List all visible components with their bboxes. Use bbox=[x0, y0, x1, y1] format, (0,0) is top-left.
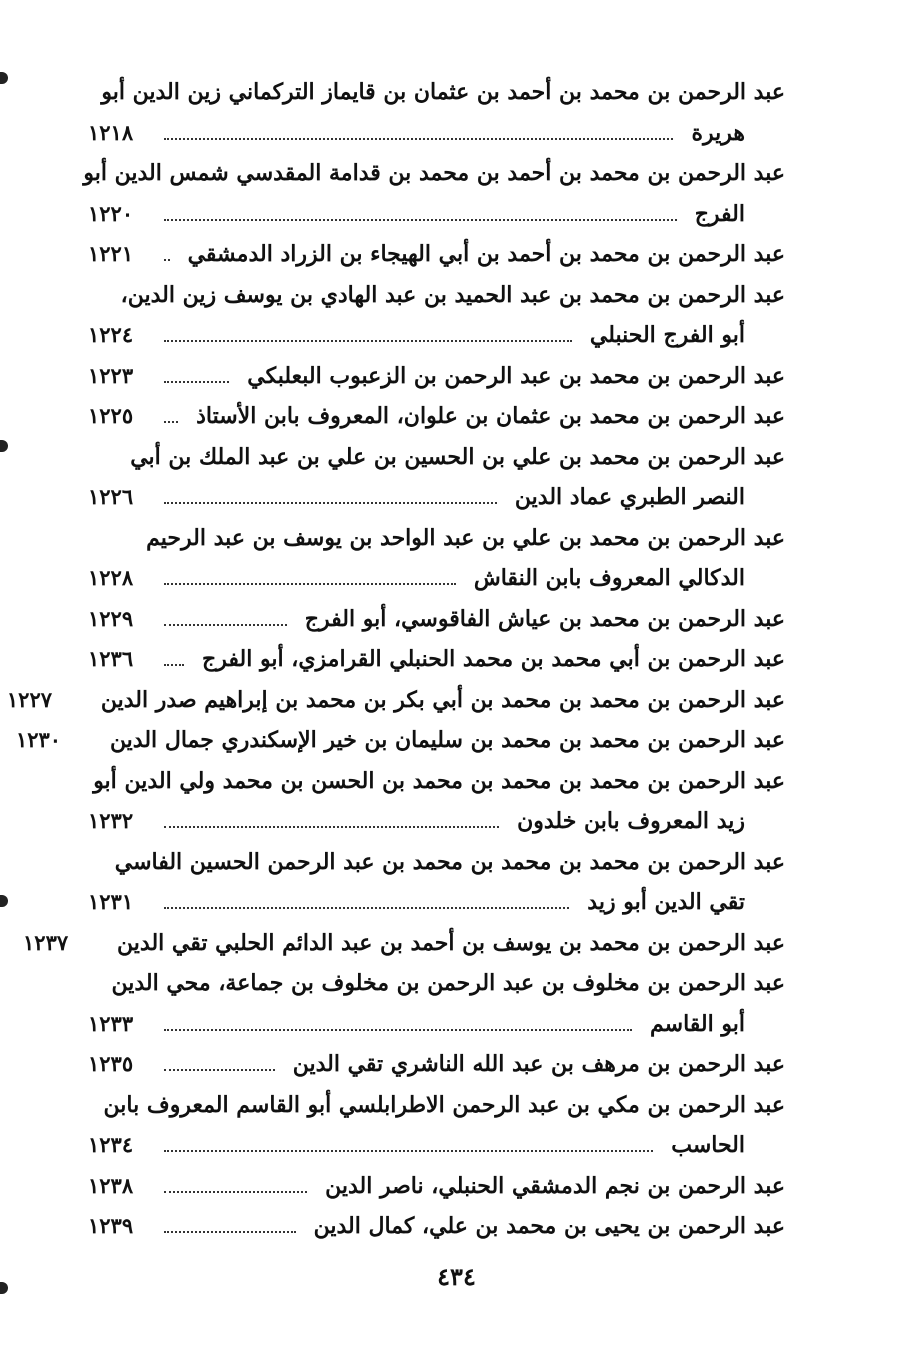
entry-line bbox=[88, 1044, 785, 1085]
entry-number: ١٢٣٨ bbox=[88, 1172, 134, 1198]
entry-name: عبد الرحمن بن نجم الدمشقي الحنبلي، ناصر الدين bbox=[325, 1172, 785, 1199]
index-entry bbox=[23, 923, 785, 964]
entry-number: ١٢٢٤ bbox=[88, 322, 134, 347]
entry-number: ١٢٣٩ bbox=[88, 1213, 134, 1238]
index-entry bbox=[88, 1206, 785, 1247]
entry-line bbox=[88, 1166, 785, 1207]
entry-number: ١٢٢٦ bbox=[88, 484, 134, 509]
entry-line bbox=[88, 963, 785, 1004]
entry-number: ١٢٢٥ bbox=[88, 403, 134, 428]
entry-line bbox=[23, 923, 785, 964]
dot-leader bbox=[164, 502, 497, 504]
edge-mark-icon bbox=[0, 440, 8, 452]
index-entry bbox=[88, 639, 785, 680]
entry-line bbox=[6, 680, 785, 721]
entry-name: عبد الرحمن بن محمد بن أحمد بن أبي الهيجاء بن الزراد الدمشقي bbox=[187, 241, 785, 267]
index-entry bbox=[15, 720, 785, 761]
dot-leader bbox=[164, 664, 184, 666]
entry-line bbox=[83, 153, 785, 194]
dot-leader bbox=[164, 1069, 275, 1071]
entry-number: ١٢٢٣ bbox=[88, 362, 134, 388]
entry-number: ١٢٣٦ bbox=[88, 646, 134, 671]
dot-leader bbox=[164, 340, 572, 342]
entry-number: ١٢٢٠ bbox=[88, 200, 134, 226]
dot-leader bbox=[164, 1191, 307, 1193]
entry-number: ١٢٣٤ bbox=[88, 1132, 134, 1157]
index-entry bbox=[88, 518, 785, 599]
entry-line bbox=[88, 1004, 785, 1045]
dot-leader bbox=[164, 138, 673, 140]
entry-name: عبد الرحمن بن محمد بن عثمان بن علوان، المعروف بابن الأستاذ bbox=[196, 403, 785, 429]
entry-name: تقي الدين أبو زيد bbox=[587, 889, 745, 915]
index-entry bbox=[6, 680, 785, 721]
entry-number: ١٢٢٧ bbox=[6, 686, 53, 712]
entry-name: الحاسب bbox=[671, 1132, 745, 1158]
entry-number: ١٢٣٧ bbox=[23, 929, 69, 955]
entry-name: عبد الرحمن بن محمد بن يوسف بن أحمد بن عبد الدائم الحلبي تقي الدين bbox=[117, 929, 785, 956]
entry-name: عبد الرحمن بن مكي بن عبد الرحمن الاطرابلسي أبو القاسم المعروف بابن bbox=[103, 1091, 785, 1118]
entry-name: عبد الرحمن بن محمد بن أحمد بن محمد بن قدامة المقدسي شمس الدين أبو bbox=[83, 160, 785, 186]
index-entry bbox=[88, 842, 785, 923]
index-entry bbox=[88, 599, 785, 640]
entry-name: زيد المعروف بابن خلدون bbox=[517, 808, 745, 834]
dot-leader bbox=[164, 1150, 653, 1152]
entry-line bbox=[88, 1206, 785, 1247]
index-entry bbox=[83, 153, 785, 234]
entry-number: ١٢٢٩ bbox=[88, 605, 134, 631]
index-entries bbox=[6, 72, 785, 1247]
entry-name: الفرج bbox=[694, 200, 745, 227]
entry-name: أبو القاسم bbox=[650, 1010, 745, 1037]
entry-line bbox=[88, 234, 785, 275]
index-entry bbox=[88, 963, 785, 1044]
entry-name: عبد الرحمن بن محمد بن عبد الحميد بن عبد الهادي بن يوسف زين الدين، bbox=[120, 281, 785, 308]
entry-line bbox=[88, 194, 785, 235]
entry-line bbox=[88, 882, 785, 923]
index-entry bbox=[88, 761, 785, 842]
entry-number: ١٢٢١ bbox=[88, 241, 134, 266]
index-entry bbox=[88, 1085, 785, 1166]
index-entry bbox=[88, 72, 785, 153]
entry-name: هريرة bbox=[691, 119, 745, 146]
dot-leader bbox=[164, 624, 287, 626]
page-number: ٤٣٤ bbox=[437, 1262, 476, 1291]
entry-line bbox=[88, 842, 785, 883]
index-entry bbox=[88, 356, 785, 397]
edge-mark-icon bbox=[0, 72, 8, 84]
entry-number: ١٢٣٠ bbox=[15, 727, 62, 752]
index-entry bbox=[88, 1166, 785, 1207]
entry-name: عبد الرحمن بن مخلوف بن عبد الرحمن بن مخلوف بن جماعة، محي الدين bbox=[111, 970, 785, 996]
index-entry bbox=[88, 396, 785, 437]
entry-line bbox=[88, 1085, 785, 1126]
dot-leader bbox=[164, 259, 170, 261]
entry-name: عبد الرحمن بن محمد بن عياش الفاقوسي، أبو الفرج bbox=[304, 605, 785, 632]
index-entry bbox=[88, 275, 785, 356]
entry-name: عبد الرحمن بن محمد بن محمد بن محمد بن الحسن بن محمد ولي الدين أبو bbox=[93, 767, 785, 794]
entry-number: ١٢٣٢ bbox=[88, 808, 134, 833]
dot-leader bbox=[164, 219, 677, 221]
dot-leader bbox=[164, 1231, 296, 1233]
entry-line bbox=[88, 396, 785, 437]
entry-line bbox=[88, 315, 785, 356]
dot-leader bbox=[164, 907, 569, 909]
entry-name: أبو الفرج الحنبلي bbox=[589, 322, 745, 348]
entry-line bbox=[88, 558, 785, 599]
dot-leader bbox=[164, 421, 178, 423]
entry-name: عبد الرحمن بن محمد بن محمد بن سليمان بن خير الإسكندري جمال الدين bbox=[109, 727, 785, 753]
entry-line bbox=[88, 639, 785, 680]
entry-line bbox=[88, 113, 785, 154]
entry-number: ١٢٣٣ bbox=[88, 1010, 134, 1036]
dot-leader bbox=[164, 1029, 632, 1031]
entry-name: عبد الرحمن بن محمد بن محمد بن أبي بكر بن محمد بن إبراهيم صدر الدين bbox=[100, 686, 785, 713]
entry-name: عبد الرحمن بن محمد بن محمد بن محمد بن عبد الرحمن الحسين الفاسي bbox=[114, 848, 785, 875]
entry-line bbox=[88, 72, 785, 113]
edge-mark-icon bbox=[0, 895, 8, 907]
entry-name: عبد الرحمن بن يحيى بن محمد بن علي، كمال الدين bbox=[313, 1213, 785, 1239]
entry-name: عبد الرحمن بن محمد بن عبد الرحمن بن الزعبوب البعلبكي bbox=[247, 362, 785, 389]
entry-line bbox=[88, 1125, 785, 1166]
entry-line bbox=[15, 720, 785, 761]
index-entry bbox=[88, 437, 785, 518]
entry-name: النصر الطبري عماد الدين bbox=[514, 484, 745, 510]
entry-name: عبد الرحمن بن محمد بن علي بن الحسين بن علي بن عبد الملك بن أبي bbox=[130, 443, 785, 470]
entry-line bbox=[88, 477, 785, 518]
entry-line bbox=[88, 518, 785, 559]
index-entry bbox=[88, 234, 785, 275]
entry-name: عبد الرحمن بن محمد بن علي بن عبد الواحد بن يوسف بن عبد الرحيم bbox=[146, 524, 785, 551]
dot-leader bbox=[164, 583, 456, 585]
entry-number: ١٢٢٨ bbox=[88, 565, 134, 590]
entry-line bbox=[88, 801, 785, 842]
dot-leader bbox=[164, 826, 499, 828]
entry-number: ١٢١٨ bbox=[88, 119, 134, 145]
entry-name: عبد الرحمن بن مرهف بن عبد الله الناشري تقي الدين bbox=[292, 1051, 785, 1077]
entry-name: عبد الرحمن بن أبي محمد بن محمد الحنبلي القرامزي، أبو الفرج bbox=[202, 646, 785, 672]
entry-line bbox=[88, 356, 785, 397]
entry-number: ١٢٣٥ bbox=[88, 1051, 134, 1076]
entry-line bbox=[88, 437, 785, 478]
entry-line bbox=[88, 275, 785, 316]
entry-name: الدكالي المعروف بابن النقاش bbox=[473, 565, 745, 591]
entry-name: عبد الرحمن بن محمد بن أحمد بن عثمان بن قايماز التركماني زين الدين أبو bbox=[101, 79, 785, 105]
entry-number: ١٢٣١ bbox=[88, 889, 134, 914]
entry-line bbox=[88, 599, 785, 640]
index-entry bbox=[88, 1044, 785, 1085]
entry-line bbox=[88, 761, 785, 802]
dot-leader bbox=[164, 381, 229, 383]
